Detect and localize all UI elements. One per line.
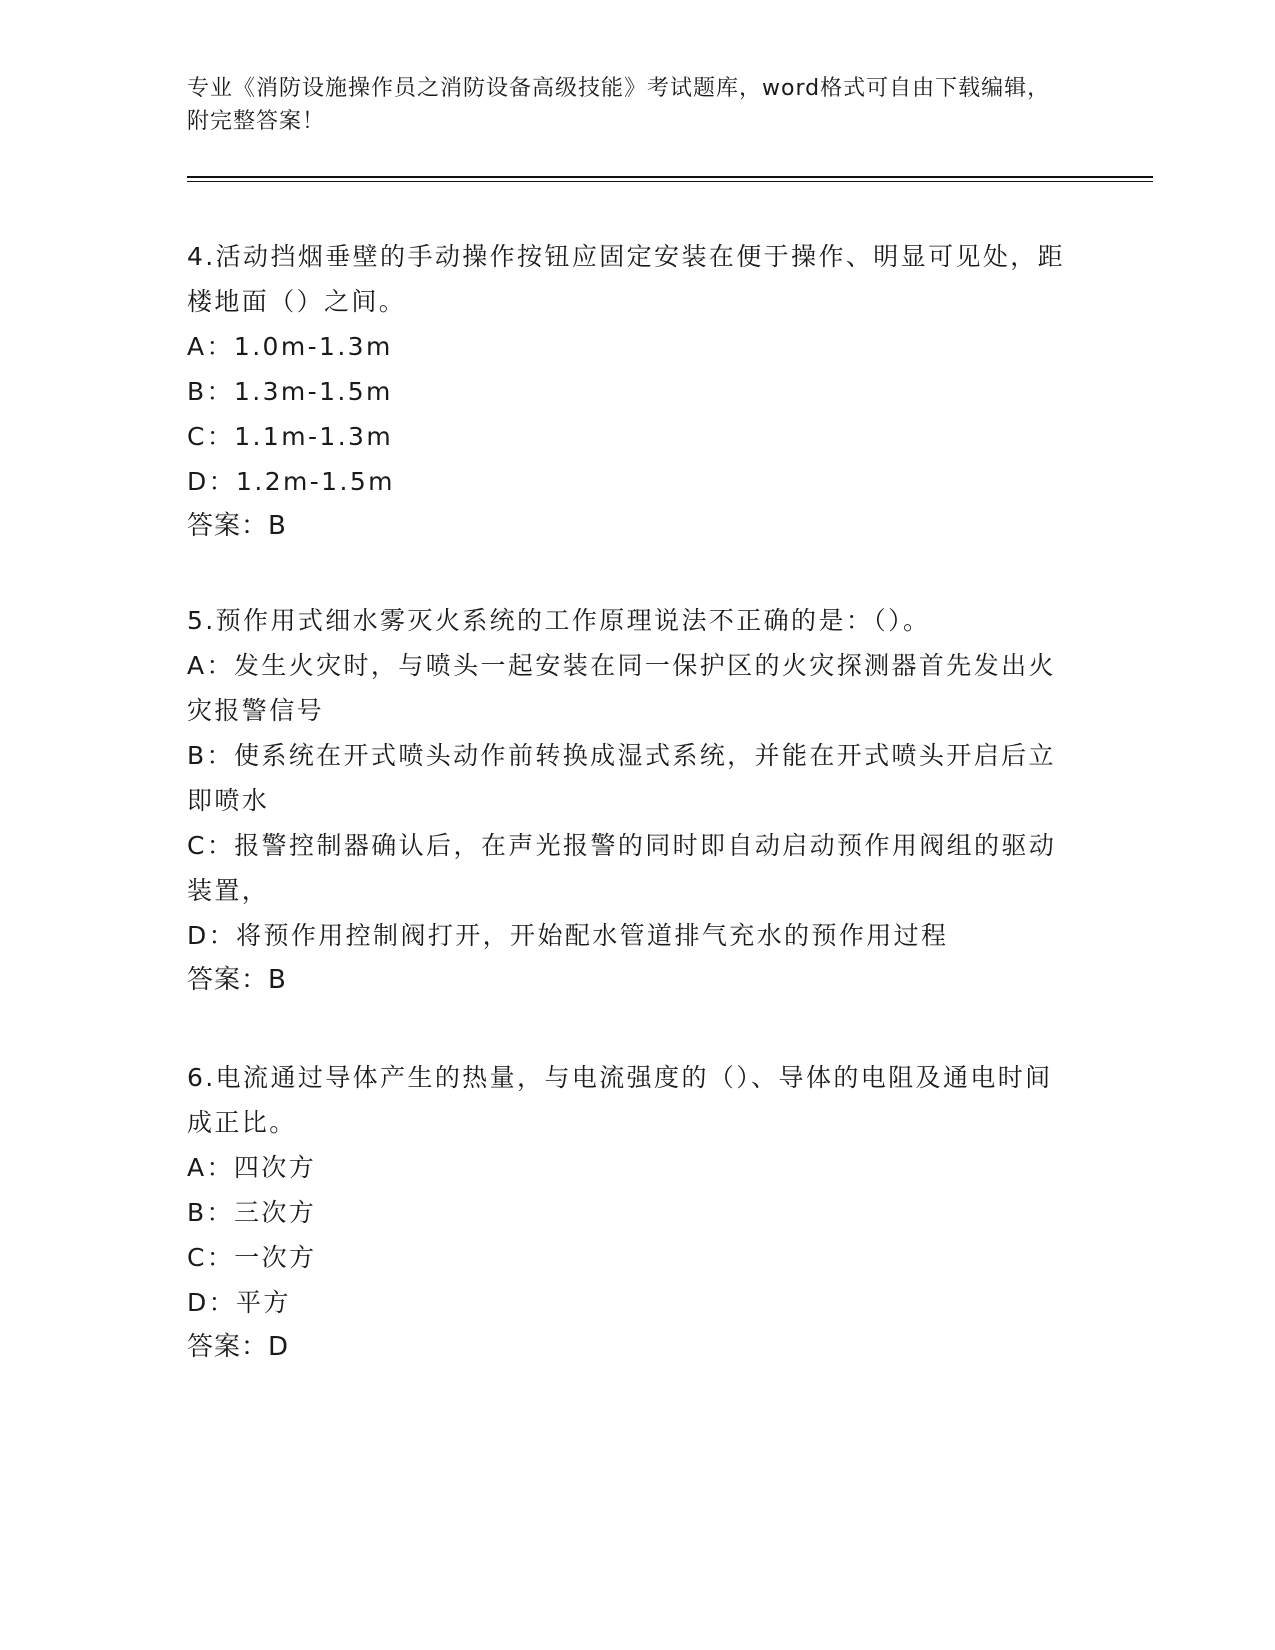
answer-label: 答案：D [187, 1332, 290, 1362]
option-c: C：一次方 [187, 1243, 317, 1272]
question-stem: 5.预作用式细水雾灭火系统的工作原理说法不正确的是：（）。 [187, 606, 931, 635]
document-header: 专业《消防设施操作员之消防设备高级技能》考试题库，word格式可自由下载编辑，附完整答案！ [187, 76, 1051, 134]
option-a: A：1.0m-1.3m [187, 332, 393, 361]
option-a: A：四次方 [187, 1153, 317, 1182]
option-b: B：1.3m-1.5m [187, 377, 393, 406]
question-6 [187, 1055, 1067, 1370]
option-c: C：报警控制器确认后，在声光报警的同时即自动启动预作用阀组的驱动装置， [187, 831, 1057, 905]
answer-label: 答案：B [187, 511, 287, 541]
question-5 [187, 598, 1067, 1003]
header-rule-thick [187, 176, 1153, 178]
option-b: B：使系统在开式喷头动作前转换成湿式系统，并能在开式喷头开启后立即喷水 [187, 741, 1056, 815]
header-rule-thin [187, 181, 1153, 182]
option-b: B：三次方 [187, 1198, 317, 1227]
option-a: A：发生火灾时，与喷头一起安装在同一保护区的火灾探测器首先发出火灾报警信号 [187, 651, 1056, 725]
answer-label: 答案：B [187, 965, 287, 995]
option-d: D：1.2m-1.5m [187, 467, 395, 496]
question-stem: 4.活动挡烟垂壁的手动操作按钮应固定安装在便于操作、明显可见处，距楼地面（）之间。 [187, 242, 1066, 316]
question-stem: 6.电流通过导体产生的热量，与电流强度的（）、导体的电阻及通电时间成正比。 [187, 1063, 1053, 1137]
option-d: D：平方 [187, 1288, 291, 1317]
option-c: C：1.1m-1.3m [187, 422, 394, 451]
question-4 [187, 234, 1067, 549]
option-d: D：将预作用控制阀打开，开始配水管道排气充水的预作用过程 [187, 921, 949, 950]
